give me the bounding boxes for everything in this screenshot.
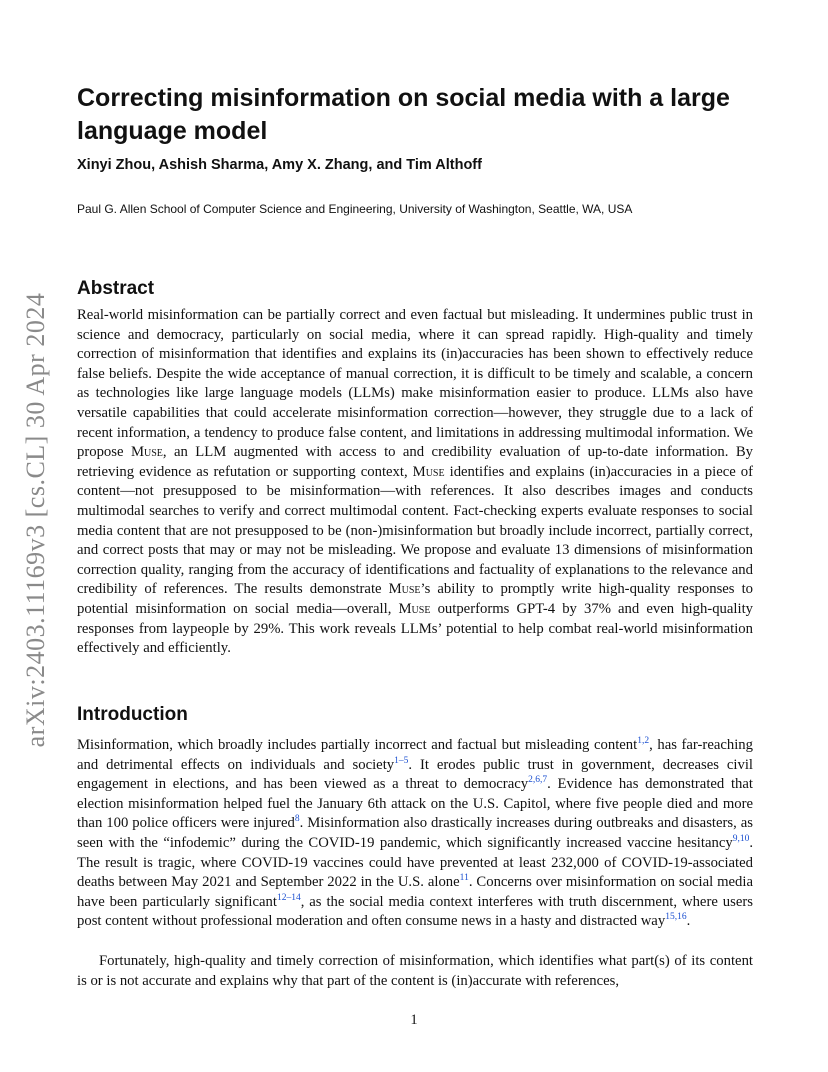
intro-text-part: Misinformation, which broadly includes partially incorrect and factual but misleading content bbox=[77, 737, 638, 753]
system-name: Muse bbox=[388, 581, 421, 598]
page-number: 1 bbox=[410, 1012, 418, 1028]
introduction-heading: Introduction bbox=[77, 704, 188, 725]
citation-link[interactable]: 1,2 bbox=[637, 736, 650, 746]
intro-text-part: . bbox=[686, 913, 691, 930]
paper-title: Correcting misinformation on social media with a large language model bbox=[77, 84, 730, 145]
abstract-heading: Abstract bbox=[77, 278, 155, 299]
intro-text-part: , as the social media context interferes with truth discernment, where users post content without professional moderation and often consume news in a hasty and distracted way bbox=[77, 893, 753, 930]
abstract-text bbox=[77, 306, 753, 659]
intro-text-part: . Misinformation also drastically increases during outbreaks and disasters, as seen with the “infodemic” during the COVID-19 pandemic, which significantly increased vaccine hesitancy bbox=[77, 815, 754, 851]
intro-text-part: . Evidence has demonstrated that election misinformation helped fuel the January 6th attack on the U.S. Capitol, where five people died and more than 100 police officers were injured bbox=[77, 776, 753, 832]
citation-link[interactable]: 15,16 bbox=[665, 912, 687, 923]
abstract-text-part: ’s ability to promptly write high-quality responses to potential misinformation on social media—overall, bbox=[77, 581, 753, 617]
citation-link[interactable]: 1–5 bbox=[394, 755, 409, 766]
citation-link[interactable]: 2,6,7 bbox=[528, 775, 548, 786]
intro-text-part: . Concerns over misinformation on social media have been particularly significant bbox=[77, 874, 754, 910]
abstract-text-part: Real-world misinformation can be partially correct and even factual but misleading. It undermines public trust in science and democracy, particularly on social media, where it can spread rapidly. High-quality and timely correction of misinformation that identifies and explains its (in)accuracies has been shown to effectively reduce false beliefs. Despite the wide acceptance of manual correction, it is difficult to be timely and scalable, a concern as technologies like large language models (LLMs) make misinformation easier to produce. LLMs also have versatile capabilities that could accelerate misinformation correction—however, they struggle due to a lack of recent information, a tendency to produce false content, and limitations in addressing multimodal information. We propose bbox=[77, 307, 753, 461]
abstract-text-part: outperforms GPT-4 by 37% and even high-quality responses from laypeople by 29%. This work reveals LLMs’ potential to help combat real-world misinformation effectively and efficiently. bbox=[77, 600, 753, 657]
system-name: Muse bbox=[412, 463, 445, 480]
arxiv-identifier: arXiv:2403.11169v3 [cs.CL] 30 Apr 2024 bbox=[21, 292, 50, 748]
author-list: Xinyi Zhou, Ashish Sharma, Amy X. Zhang, and Tim Althoff bbox=[77, 157, 482, 173]
abstract-text-part: , an LLM augmented with access to and credibility evaluation of up-to-date information. By retrieving evidence as refutation or supporting context, bbox=[77, 444, 753, 480]
citation-link[interactable]: 8 bbox=[294, 814, 300, 825]
intro-text-part: , has far-reaching and detrimental effects on individuals and society bbox=[77, 737, 753, 773]
citation-link[interactable]: 9,10 bbox=[732, 833, 750, 844]
intro-text-part: . It erodes public trust in government, decreases civil engagement in elections, and has been viewed as a threat to democracy bbox=[77, 756, 754, 793]
citation-link[interactable]: 12–14 bbox=[276, 892, 301, 903]
citation-link[interactable]: 11 bbox=[459, 873, 469, 884]
system-name: Muse bbox=[398, 600, 431, 617]
system-name: Muse bbox=[130, 444, 163, 461]
introduction-paragraph: Fortunately, high-quality and timely correction of misinformation, which identifies what part(s) of its content is or is not accurate and explains why that part of the content is (in)accurate with references, bbox=[77, 953, 753, 989]
introduction-paragraph bbox=[77, 736, 753, 932]
intro-text-part: . The result is tragic, where COVID-19 vaccines could have prevented at least 232,000 of COVID-19-associated deaths between May 2021 and September 2022 in the U.S. alone bbox=[77, 834, 753, 891]
abstract-text-part: identifies and explains (in)accuracies in a piece of content—not presupposed to be misinformation—with references. It also describes images and conducts multimodal searches to verify and correct multimodal content. Fact-checking experts evaluate responses to social media content that are not presupposed to be (non-)misinformation but broadly include incorrect, partially correct, and correct posts that may or may not be misleading. We propose and evaluate 13 dimensions of misinformation correction quality, ranging from the accuracy of identifications and factuality of explanations to the relevance and credibility of references. The results demonstrate bbox=[77, 463, 754, 598]
author-affiliation: Paul G. Allen School of Computer Science and Engineering, University of Washington, Seattle, WA, USA bbox=[77, 202, 633, 216]
